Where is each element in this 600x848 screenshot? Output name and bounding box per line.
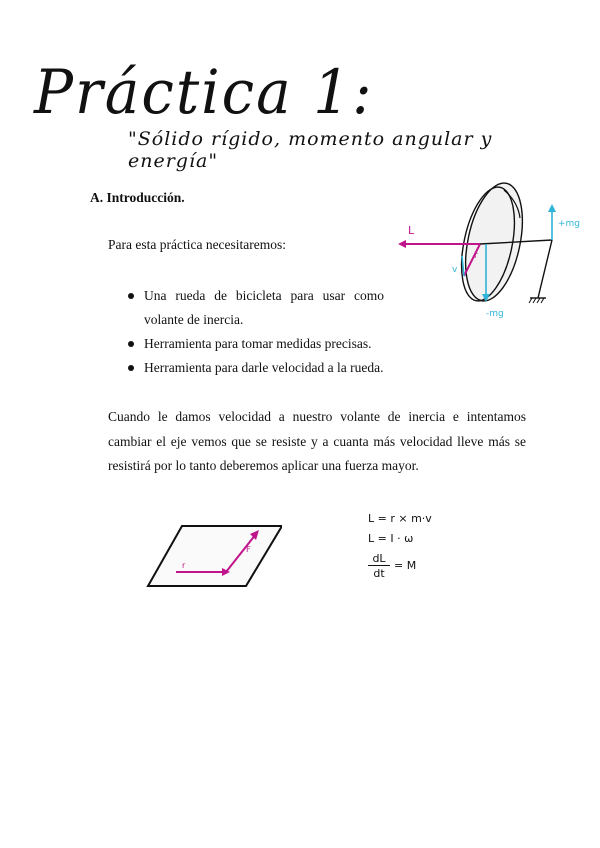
f-label: F <box>246 545 251 554</box>
wheel-diagram <box>394 176 586 330</box>
plane-parallelogram <box>148 526 282 586</box>
l-arrowhead <box>398 240 406 248</box>
r-label: r <box>474 251 478 261</box>
minus-mg-label: -mg <box>486 309 504 319</box>
equation-derivative-denominator: dt <box>373 567 385 580</box>
plane-diagram <box>146 506 282 590</box>
r-label: r <box>182 561 186 570</box>
equation-torque: = M <box>394 559 417 572</box>
equation-derivative-numerator: dL <box>368 552 390 566</box>
body-paragraph: Cuando le damos velocidad a nuestro volante de inercia e intentamos cambiar el eje vemos que se resiste y a cuanta más velocidad lleve más se resistirá por lo tanto deberemos aplicar una fuerza mayor. <box>108 409 526 473</box>
equations-block <box>364 510 464 588</box>
list-item: Herramienta para darle velocidad a la rueda. <box>108 356 444 380</box>
page-title: Práctica 1: <box>34 56 374 128</box>
equation-inertia: L = I · ω <box>368 532 414 545</box>
l-label: L <box>408 224 415 237</box>
ground-hatch <box>529 298 544 303</box>
plus-mg-arrowhead <box>548 204 556 212</box>
requirements-list <box>108 284 384 380</box>
support-rod <box>538 240 552 298</box>
intro-text: Para esta práctica necesitaremos: <box>108 237 287 252</box>
equation-angular-momentum: L = r × m·v <box>368 512 432 525</box>
list-item: Una rueda de bicicleta para usar como volante de inercia. <box>108 284 384 332</box>
plus-mg-label: +mg <box>558 219 581 229</box>
section-heading: A. Introducción. <box>90 190 185 205</box>
page-subtitle: "Sólido rígido, momento angular y energía" <box>128 128 493 172</box>
v-label: v <box>452 265 458 275</box>
list-item: Herramienta para tomar medidas precisas. <box>108 332 444 356</box>
